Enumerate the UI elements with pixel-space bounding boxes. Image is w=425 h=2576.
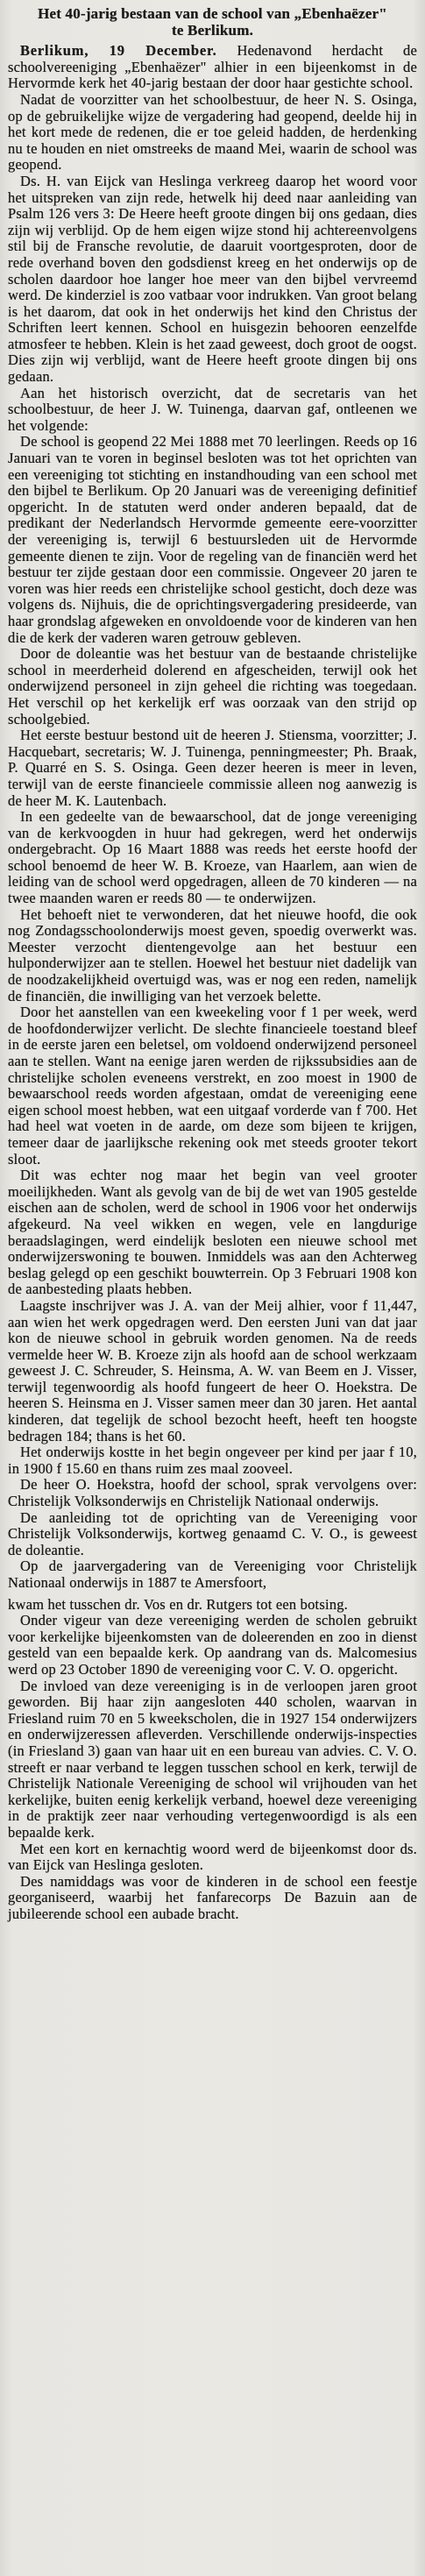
paragraph: Des namiddags was voor de kinderen in de school een feestje georganiseerd, waarbij het fanfarecorps De Bazuin aan de jubileerende school een aubade bracht. — [8, 1872, 417, 1922]
paragraph: Door het aanstellen van een kweekeling voor f 1 per week, werd de hoofdonderwijzer verlicht. De slechte financieele toestand bleef in de eerste jaren een beletsel, om voldoend onderwijzend personeel aan te stellen. Want na eenige jaren werden de rijkssubsidies aan de christelijke scholen eveneens verstrekt, en zoo moest in 1900 de bewaarschool reeds worden afgestaan, omdat de vereeniging eene eigen school moest hebben, wat een uitgaaf vorderde van f 700. Het had heel wat voeten in de aarde, om deze som bijeen te krijgen, temeer daar de jaarlijksche rekening ook met steeds grooter tekort sloot. — [8, 1004, 417, 1167]
paragraph: Aan het historisch overzicht, dat de secretaris van het schoolbestuur, de heer J. W. Tuinenga, daarvan gaf, ontleenen we het volgende: — [8, 384, 417, 434]
paragraph: kwam het tusschen dr. Vos en dr. Rutgers tot een botsing. — [8, 1595, 348, 1613]
paragraph: Het eerste bestuur bestond uit de heeren J. Stiensma, voorzitter; J. Hacquebart, secretaris; W. J. Tuinenga, penningmeester; Ph. Braak, P. Quarré en S. S. Osinga. Geen dezer heeren is meer in leven, terwijl van de eerste financieele commissie alleen nog aanwezig is de heer M. K. Lautenbach. — [8, 727, 417, 809]
paragraph: Ds. H. van Eijck van Heslinga verkreeg daarop het woord voor het uitspreken van zijn rede, hetwelk hij deed naar aanleiding van Psalm 126 vers 3: De Heere heeft groote dingen bij ons gedaan, dies zijn wij verblijd. Op de hem eigen wijze stond hij achtereenvolgens stil bij de Fransche revolutie, de daaruit voortgesproten, door de rede overhand boven den godsdienst kreeg en het onderwijs op de scholen daardoor hoe langer hoe meer van den bijbel vervreemd werd. De kinderziel is zoo vatbaar voor indrukken. Van groot belang is het daarom, dat ook in het onderwijs het kind den Christus der Schriften leert kennen. School en huisgezin behooren eenzelfde atmosfeer te hebben. Klein is het zaad geweest, doch groot de oogst. Dies zijn wij verblijd, want de Heere heeft groote dingen bij ons gedaan. — [8, 172, 417, 386]
paragraph: Dit was echter nog maar het begin van veel grooter moeilijkheden. Want als gevolg van de bij de wet van 1905 gestelde eischen aan de scholen, werd de school in 1906 voor het onderwijs afgekeurd. Na veel wikken en wegen, vele en langdurige beraadslagingen, werd eindelijk besloten een nieuwe school met onderwijzerswoning te bouwen. Inmiddels was aan den Achterweg beslag gelegd op een geschikt bouwterrein. Op 3 Februari 1908 kon de aanbesteding plaats hebben. — [8, 1167, 417, 1298]
article-title-line-2: te Berlikum. — [171, 21, 254, 39]
paragraph: In een gedeelte van de bewaarschool, dat de jonge vereeniging van de kerkvoogden in huur had gekregen, werd het onderwijs ondergebracht. Op 16 Maart 1888 was reeds het eerste hoofd der school benoemd de heer W. B. Kroeze, van Haarlem, aan wien de leiding van de school werd opgedragen, alleen de 70 kinderen — na twee maanden waren er reeds 80 — te onderwijzen. — [8, 808, 417, 907]
article-continuation — [8, 1597, 417, 1923]
paragraph: Met een kort en kernachtig woord werd de bijeenkomst door ds. van Eijck van Heslinga gesloten. — [8, 1840, 417, 1874]
dateline: Berlikum, 19 December. — [20, 42, 217, 60]
paragraph: De invloed van deze vereeniging is in de verloopen jaren groot geworden. Bij haar zijn aangesloten 440 scholen, waarvan in Friesland ruim 70 en 5 kweekscholen, die in 1927 154 onderwijzers en onderwijzeressen afleverden. Verschillende onderwijs-inspecties (in Friesland 3) gaan van haar uit en een bureau van advies. C. V. O. streeft er naar verband te leggen tusschen school en kerk, terwijl de Christelijk Nationale Vereeniging de school wil vrijhouden van het kerkelijke, buiten eenig kerkelijk verband, hoewel deze vereeniging in de praktijk zeer naar verhouding vertegenwoordigd is als een bepaalde kerk. — [8, 1677, 417, 1841]
paragraph: De aanleiding tot de oprichting van de Vereeniging voor Christelijk Volksonderwijs, kortweg genaamd C. V. O., is geweest de doleantie. — [8, 1508, 417, 1558]
paragraph: Op de jaarvergadering van de Vereeniging voor Christelijk Nationaal onderwijs in 1887 te Amersfoort, — [8, 1558, 417, 1591]
lead-paragraph — [8, 43, 417, 92]
article-title-line-1: Het 40-jarig bestaan van de school van „Ebenhaëzer" — [38, 5, 387, 22]
paragraph: Het behoeft niet te verwonderen, dat het nieuwe hoofd, die ook nog Zondagsschoolonderwijs moest geven, spoedig overwerkt was. Meester verzocht dientengevolge aan het bestuur een hulponderwijzer aan te stellen. Hoewel het bestuur niet dadelijk van de noodzakelijkheid overtuigd was, was er nog een reden, namelijk de financiën, die inwilliging van het verzoek belette. — [8, 905, 417, 1004]
paragraph: De school is geopend 22 Mei 1888 met 70 leerlingen. Reeds op 16 Januari van te voren in beginsel besloten was tot het oprichten van een vereeniging tot stichting en instandhouding van een school met den bijbel te Berlikum. Op 20 Januari was de vereeniging definitief opgericht. In de statuten werd onder anderen bepaald, dat de predikant der Nederlandsch Hervormde gemeente eere-voorzitter der vereeniging is, terwijl 6 bestuursleden uit de Hervormde gemeente dienen te zijn. Voor de regeling van de financiën werd het bestuur ter zijde gestaan door een commissie. Ongeveer 20 jaren te voren was hier reeds een christelijke school gesticht, doch deze was volgens ds. Nijhuis, die de oprichtingsvergadering presideerde, van haar grondslag afgeweken en onvoldoende voor de kinderen van hen die de kerk der vaderen waren getrouw gebleven. — [8, 433, 417, 646]
lead-paragraph-text: Hedenavond herdacht de schoolvereeniging „Ebenhaëzer" alhier in een bijeenkomst in de Hervormde kerk het 40-jarig bestaan der door haar gestichte school. — [8, 42, 417, 92]
paragraph: Laagste inschrijver was J. A. van der Meij alhier, voor f 11,447, aan wien het werk opgedragen werd. Den eersten Juni van dat jaar kon de nieuwe school in gebruik worden genomen. Na de reeds vermelde heer W. B. Kroeze zijn als hoofd aan de school werkzaam geweest J. C. Schreuder, S. Heinsma, A. W. van Beem en J. Visser, terwijl tegenwoordig als hoofd fungeert de heer O. Hoekstra. De heeren S. Heinsma en J. Visser samen meer dan 30 jaren. Het aantal kinderen, dat tegelijk de school bezocht heeft, heeft ten hoogste bedragen 184; thans is het 60. — [8, 1296, 417, 1444]
paragraph: Onder vigeur van deze vereeniging werden de scholen gebruikt voor kerkelijke bijeenkomsten van de doleerenden en zoo in dienst gesteld van een bepaalde kerk. Op aandrang van ds. Malcomesius werd op 23 October 1890 de vereeniging voor C. V. O. opgericht. — [8, 1612, 417, 1678]
article-title — [8, 6, 417, 39]
paragraph: Nadat de voorzitter van het schoolbestuur, de heer N. S. Osinga, op de gebruikelijke wijze de vergadering had geopend, deelde hij in het kort mede de redenen, die er toe geleid hadden, de herdenking nu te houden en niet omstreeks de maand Mei, waarin de school was geopend. — [8, 90, 417, 174]
paragraph: Door de doleantie was het bestuur van de bestaande christelijke school in meerderheid dolerend en afgescheiden, terwijl ook het onderwijzend personeel in zijn geheel die richting was toegedaan. Het verschil op het kerkelijk erf was oorzaak van den strijd op schoolgebied. — [8, 645, 417, 727]
article — [8, 6, 417, 1922]
paragraph: De heer O. Hoekstra, hoofd der school, sprak vervolgens over: Christelijk Volksonderwijs en Christelijk Nationaal onderwijs. — [8, 1476, 417, 1510]
paragraph: Het onderwijs kostte in het begin ongeveer per kind per jaar f 10, in 1900 f 15.60 en thans ruim zes maal zooveel. — [8, 1444, 417, 1477]
